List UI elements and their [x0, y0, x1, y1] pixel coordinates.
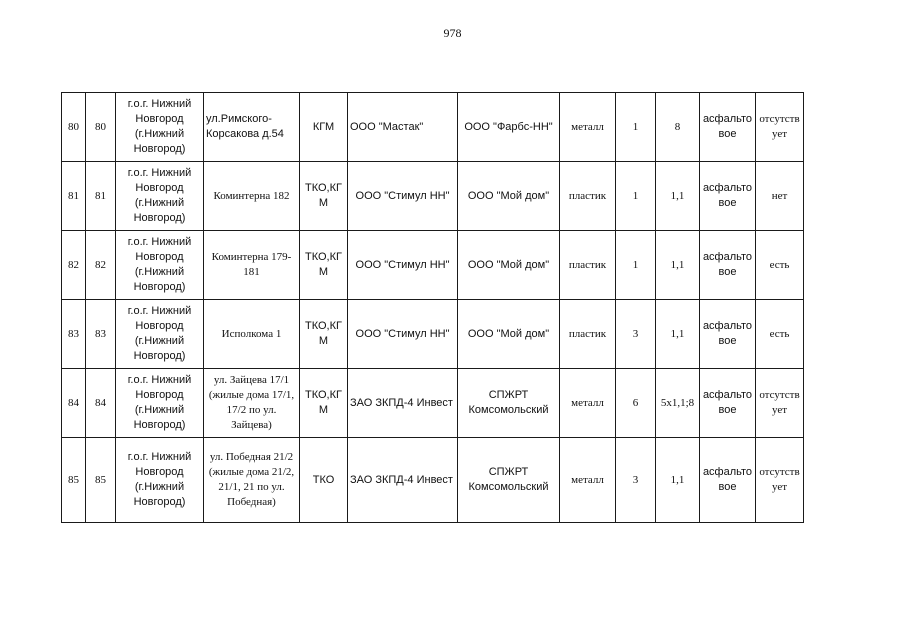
- container-volume-cell: 5х1,1;8: [656, 369, 700, 438]
- material-cell: пластик: [560, 162, 616, 231]
- page-number: 978: [443, 26, 462, 40]
- district-cell: г.о.г. Нижний Новгород (г.Нижний Новгород): [116, 162, 204, 231]
- table-row: [62, 300, 804, 369]
- district-cell: г.о.г. Нижний Новгород (г.Нижний Новгород): [116, 93, 204, 162]
- table-row: [62, 162, 804, 231]
- district-cell: г.о.г. Нижний Новгород (г.Нижний Новгород): [116, 438, 204, 523]
- site-number: 85: [86, 438, 116, 523]
- site-number: 80: [86, 93, 116, 162]
- owner-cell: ООО "Мой дом": [458, 300, 560, 369]
- material-cell: металл: [560, 438, 616, 523]
- site-number: 82: [86, 231, 116, 300]
- address-cell: Исполкома 1: [204, 300, 300, 369]
- material-cell: пластик: [560, 231, 616, 300]
- container-count-cell: 6: [616, 369, 656, 438]
- waste-type-cell: ТКО,КГМ: [300, 300, 348, 369]
- container-count-cell: 3: [616, 300, 656, 369]
- fence-cell: отсутствует: [756, 369, 804, 438]
- container-volume-cell: 8: [656, 93, 700, 162]
- container-volume-cell: 1,1: [656, 300, 700, 369]
- district-cell: г.о.г. Нижний Новгород (г.Нижний Новгород): [116, 369, 204, 438]
- owner-cell: ООО "Мой дом": [458, 162, 560, 231]
- waste-type-cell: ТКО,КГМ: [300, 162, 348, 231]
- row-number: 82: [62, 231, 86, 300]
- waste-type-cell: КГМ: [300, 93, 348, 162]
- owner-cell: СПЖРТ Комсомольский: [458, 369, 560, 438]
- owner-cell: СПЖРТ Комсомольский: [458, 438, 560, 523]
- container-volume-cell: 1,1: [656, 162, 700, 231]
- waste-sites-table: [61, 92, 804, 523]
- row-number: 84: [62, 369, 86, 438]
- container-volume-cell: 1,1: [656, 231, 700, 300]
- waste-type-cell: ТКО,КГМ: [300, 231, 348, 300]
- surface-cell: асфальтовое: [700, 231, 756, 300]
- operator-cell: ЗАО ЗКПД-4 Инвест: [348, 438, 458, 523]
- surface-cell: асфальтовое: [700, 93, 756, 162]
- material-cell: металл: [560, 93, 616, 162]
- fence-cell: нет: [756, 162, 804, 231]
- waste-type-cell: ТКО: [300, 438, 348, 523]
- fence-cell: есть: [756, 300, 804, 369]
- table-row: [62, 369, 804, 438]
- row-number: 81: [62, 162, 86, 231]
- table-row: [62, 231, 804, 300]
- operator-cell: ООО "Стимул НН": [348, 300, 458, 369]
- owner-cell: ООО "Фарбс-НН": [458, 93, 560, 162]
- address-cell: ул. Победная 21/2 (жилые дома 21/2, 21/1, 21 по ул. Победная): [204, 438, 300, 523]
- container-count-cell: 1: [616, 93, 656, 162]
- material-cell: металл: [560, 369, 616, 438]
- site-number: 83: [86, 300, 116, 369]
- address-cell: ул. Зайцева 17/1 (жилые дома 17/1, 17/2 по ул. Зайцева): [204, 369, 300, 438]
- container-volume-cell: 1,1: [656, 438, 700, 523]
- address-cell: Коминтерна 179-181: [204, 231, 300, 300]
- row-number: 80: [62, 93, 86, 162]
- address-cell: Коминтерна 182: [204, 162, 300, 231]
- surface-cell: асфальтовое: [700, 369, 756, 438]
- operator-cell: ООО "Мастак": [348, 93, 458, 162]
- site-number: 81: [86, 162, 116, 231]
- surface-cell: асфальтовое: [700, 438, 756, 523]
- table-row: [62, 438, 804, 523]
- site-number: 84: [86, 369, 116, 438]
- surface-cell: асфальтовое: [700, 162, 756, 231]
- address-cell: ул.Римского-Корсакова д.54: [204, 93, 300, 162]
- operator-cell: ЗАО ЗКПД-4 Инвест: [348, 369, 458, 438]
- fence-cell: есть: [756, 231, 804, 300]
- container-count-cell: 1: [616, 231, 656, 300]
- waste-type-cell: ТКО,КГМ: [300, 369, 348, 438]
- district-cell: г.о.г. Нижний Новгород (г.Нижний Новгород): [116, 300, 204, 369]
- owner-cell: ООО "Мой дом": [458, 231, 560, 300]
- operator-cell: ООО "Стимул НН": [348, 162, 458, 231]
- container-count-cell: 1: [616, 162, 656, 231]
- table-row: [62, 93, 804, 162]
- fence-cell: отсутствует: [756, 438, 804, 523]
- fence-cell: отсутствует: [756, 93, 804, 162]
- row-number: 85: [62, 438, 86, 523]
- district-cell: г.о.г. Нижний Новгород (г.Нижний Новгород): [116, 231, 204, 300]
- container-count-cell: 3: [616, 438, 656, 523]
- row-number: 83: [62, 300, 86, 369]
- operator-cell: ООО "Стимул НН": [348, 231, 458, 300]
- material-cell: пластик: [560, 300, 616, 369]
- surface-cell: асфальтовое: [700, 300, 756, 369]
